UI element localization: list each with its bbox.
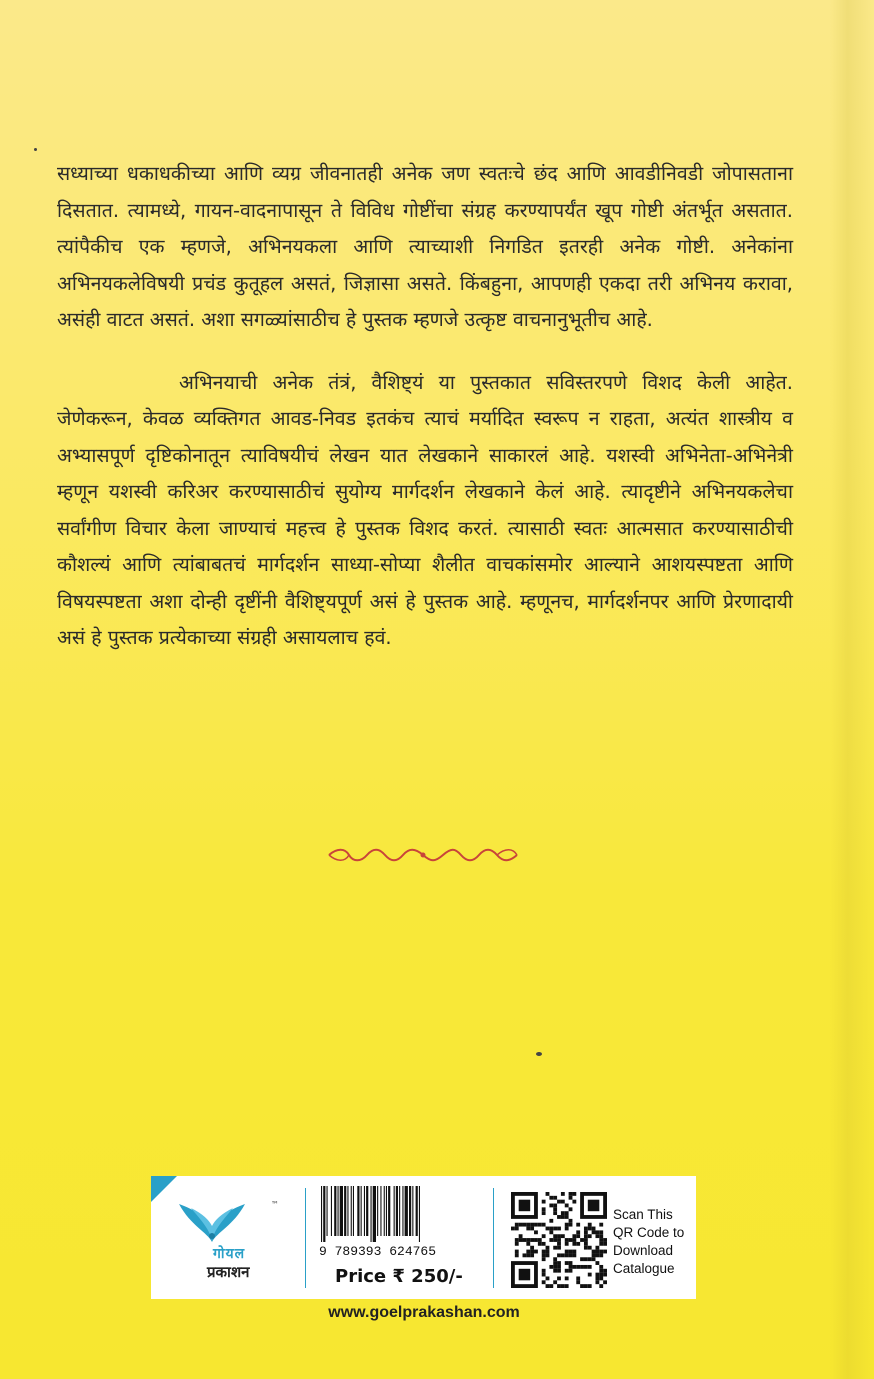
qr-module: [569, 1219, 573, 1223]
qr-module: [557, 1238, 561, 1242]
qr-module: [542, 1269, 546, 1273]
qr-module: [569, 1207, 573, 1211]
bird-wings-icon: [177, 1198, 247, 1244]
qr-module: [546, 1253, 550, 1257]
panel-divider: [493, 1188, 494, 1288]
qr-module: [595, 1280, 599, 1284]
qr-module: [588, 1234, 592, 1238]
qr-module: [599, 1238, 603, 1242]
qr-module: [572, 1200, 576, 1204]
qr-module: [572, 1192, 576, 1196]
qr-module: [557, 1234, 561, 1238]
qr-module: [515, 1223, 519, 1227]
qr-module: [592, 1250, 596, 1254]
qr-module: [565, 1211, 569, 1215]
qr-module: [572, 1242, 576, 1246]
barcode-bar: [344, 1186, 346, 1236]
qr-module: [546, 1250, 550, 1254]
qr-module: [561, 1234, 565, 1238]
qr-module: [549, 1265, 553, 1269]
qr-module: [592, 1253, 596, 1257]
qr-module: [538, 1223, 542, 1227]
qr-code[interactable]: [511, 1192, 607, 1288]
ornament-divider-icon: [327, 846, 519, 864]
qr-module: [549, 1230, 553, 1234]
barcode-bar: [351, 1186, 352, 1236]
qr-module: [546, 1227, 550, 1231]
qr-module: [569, 1250, 573, 1254]
qr-module: [534, 1250, 538, 1254]
qr-module: [553, 1265, 557, 1269]
qr-module: [530, 1246, 534, 1250]
qr-module: [580, 1238, 584, 1242]
qr-module: [588, 1284, 592, 1288]
qr-module: [542, 1207, 546, 1211]
qr-module: [553, 1196, 557, 1200]
barcode-bar: [380, 1186, 381, 1236]
qr-module: [557, 1253, 561, 1257]
blurb-paragraph-2: अभिनयाची अनेक तंत्रं, वैशिष्ट्यं या पुस्तकात सविस्तरपणे विशद केली आहेत. जेणेकरून, केवळ व्यक्तिगत आवड-निवड इतकंच त्याचं मर्यादित स्वरूप न राहता, अत्यंत शास्त्रीय व अभ्यासपूर्ण दृष्टिकोनातून त्याविषयीचं लेखन यात लेखकाने साकारलं आहे. यशस्वी अभिनेता-अभिनेत्री म्हणून यशस्वी करिअर करण्यासाठीचं सुयोग्य मार्गदर्शन लेखकाने केलं आहे. त्यादृष्टीने अभिनयकलेचा सर्वांगीण विचार केला जाण्याचं महत्त्व हे पुस्तक विशद करतं. त्यासाठी स्वतः आत्मसात करण्यासाठीची कौशल्यं आणि त्यांबाबतचं मार्गदर्शन साध्या-सोप्या शैलीत वाचकांसमोर आल्याने आशयस्पष्टता आणि विषयस्पष्टता अशा दोन्ही दृष्टींनी वैशिष्ट्यपूर्ण असं हे पुस्तक आहे. म्हणूनच, मार्गदर्शनपर आणि प्रेरणादायी असं हे पुस्तक प्रत्येकाच्या संग्रही असायलाच हवं.: [57, 370, 793, 649]
barcode-bar: [388, 1186, 390, 1236]
qr-module: [603, 1238, 607, 1242]
qr-module: [534, 1223, 538, 1227]
qr-module: [569, 1261, 573, 1265]
qr-module: [595, 1250, 599, 1254]
qr-module: [603, 1269, 607, 1273]
qr-module: [599, 1223, 603, 1227]
qr-module: [515, 1227, 519, 1231]
qr-module: [603, 1273, 607, 1277]
qr-module: [603, 1280, 607, 1284]
qr-module: [584, 1242, 588, 1246]
qr-module: [553, 1211, 557, 1215]
qr-module: [542, 1273, 546, 1277]
qr-module: [584, 1230, 588, 1234]
qr-module: [592, 1230, 596, 1234]
qr-module: [549, 1196, 553, 1200]
qr-module: [546, 1284, 550, 1288]
qr-module: [546, 1246, 550, 1250]
qr-module: [569, 1238, 573, 1242]
qr-module: [588, 1227, 592, 1231]
qr-module: [569, 1223, 573, 1227]
qr-module: [565, 1276, 569, 1280]
qr-module: [584, 1284, 588, 1288]
panel-divider: [305, 1188, 306, 1288]
qr-module: [542, 1223, 546, 1227]
qr-module: [584, 1227, 588, 1231]
qr-module: [553, 1257, 557, 1261]
barcode-bar: [338, 1186, 339, 1236]
qr-module: [557, 1242, 561, 1246]
barcode-bar: [384, 1186, 385, 1236]
barcode-bar: [323, 1186, 325, 1242]
qr-module: [565, 1253, 569, 1257]
barcode-bar: [373, 1186, 376, 1242]
qr-caption-line: Scan This: [613, 1207, 673, 1222]
qr-module: [599, 1234, 603, 1238]
back-cover-blurb: [57, 156, 793, 657]
qr-module: [549, 1219, 553, 1223]
qr-module: [565, 1227, 569, 1231]
qr-module: [580, 1284, 584, 1288]
qr-module: [561, 1215, 565, 1219]
trademark-symbol: ™: [271, 1200, 279, 1209]
qr-module: [523, 1223, 527, 1227]
qr-module: [588, 1257, 592, 1261]
qr-module: [576, 1230, 580, 1234]
qr-module: [599, 1242, 603, 1246]
qr-module: [584, 1238, 588, 1242]
barcode-panel: [151, 1176, 696, 1299]
barcode-bar: [340, 1186, 343, 1236]
qr-module: [599, 1253, 603, 1257]
qr-module: [599, 1276, 603, 1280]
qr-module: [576, 1242, 580, 1246]
qr-module: [599, 1269, 603, 1273]
qr-module: [569, 1253, 573, 1257]
qr-module: [549, 1204, 553, 1208]
barcode-bar: [327, 1186, 328, 1236]
qr-module: [530, 1238, 534, 1242]
publisher-website-link[interactable]: www.goelprakashan.com: [328, 1304, 520, 1321]
qr-module: [519, 1234, 523, 1238]
qr-module: [565, 1215, 569, 1219]
qr-module: [553, 1207, 557, 1211]
qr-module: [569, 1265, 573, 1269]
qr-module: [526, 1227, 530, 1231]
qr-module: [553, 1246, 557, 1250]
qr-module: [565, 1204, 569, 1208]
price-label: Price ₹ 250/-: [335, 1266, 463, 1287]
barcode-bar: [334, 1186, 336, 1236]
qr-module: [526, 1253, 530, 1257]
qr-module: [569, 1269, 573, 1273]
qr-module: [584, 1246, 588, 1250]
qr-module: [572, 1234, 576, 1238]
qr-module: [530, 1223, 534, 1227]
qr-module: [553, 1204, 557, 1208]
qr-module: [542, 1242, 546, 1246]
qr-module: [553, 1234, 557, 1238]
qr-module: [557, 1265, 561, 1269]
qr-module: [549, 1227, 553, 1231]
qr-module: [584, 1265, 588, 1269]
barcode-bar: [386, 1186, 387, 1236]
spine-shadow: [830, 0, 874, 1379]
qr-caption-line: QR Code to: [613, 1225, 685, 1240]
qr-module: [603, 1242, 607, 1246]
barcode-bar: [364, 1186, 365, 1236]
qr-caption: [613, 1206, 695, 1278]
barcode-bar: [419, 1186, 420, 1242]
qr-module: [561, 1192, 565, 1196]
barcode-bar: [409, 1186, 411, 1236]
qr-module: [580, 1257, 584, 1261]
qr-module: [515, 1250, 519, 1254]
qr-module: [542, 1257, 546, 1261]
qr-module: [565, 1284, 569, 1288]
qr-module: [530, 1227, 534, 1231]
qr-module: [557, 1276, 561, 1280]
barcode-bar: [371, 1186, 372, 1242]
barcode-bar: [366, 1186, 368, 1236]
qr-module: [515, 1238, 519, 1242]
barcode-bar: [361, 1186, 362, 1236]
qr-module: [561, 1253, 565, 1257]
qr-module: [546, 1276, 550, 1280]
barcode-bar: [357, 1186, 359, 1236]
qr-module: [523, 1253, 527, 1257]
qr-module: [542, 1234, 546, 1238]
qr-module: [549, 1284, 553, 1288]
qr-module: [553, 1269, 557, 1273]
qr-module: [534, 1238, 538, 1242]
qr-module: [542, 1250, 546, 1254]
qr-module: [530, 1250, 534, 1254]
qr-module: [557, 1215, 561, 1219]
qr-module: [599, 1273, 603, 1277]
barcode-bar: [402, 1186, 403, 1236]
qr-module: [526, 1223, 530, 1227]
publisher-logo: [173, 1198, 291, 1288]
qr-module: [519, 1223, 523, 1227]
qr-module: [572, 1250, 576, 1254]
qr-module: [557, 1261, 561, 1265]
qr-caption-line: Download: [613, 1243, 674, 1258]
qr-module: [576, 1223, 580, 1227]
qr-module: [576, 1280, 580, 1284]
qr-module: [588, 1200, 600, 1212]
barcode-bar: [396, 1186, 398, 1236]
qr-module: [592, 1257, 596, 1261]
qr-module: [515, 1242, 519, 1246]
qr-module: [595, 1234, 599, 1238]
qr-module: [576, 1265, 580, 1269]
qr-module: [588, 1246, 592, 1250]
qr-module: [519, 1269, 531, 1281]
qr-module: [549, 1238, 553, 1242]
qr-module: [557, 1227, 561, 1231]
qr-module: [557, 1246, 561, 1250]
qr-module: [538, 1238, 542, 1242]
qr-module: [595, 1253, 599, 1257]
qr-module: [595, 1276, 599, 1280]
qr-module: [534, 1230, 538, 1234]
qr-module: [599, 1284, 603, 1288]
qr-module: [565, 1238, 569, 1242]
qr-module: [561, 1200, 565, 1204]
qr-module: [557, 1269, 561, 1273]
barcode-bar: [321, 1186, 322, 1242]
barcode-bar: [405, 1186, 408, 1236]
isbn-barcode: [319, 1186, 473, 1242]
qr-module: [553, 1238, 557, 1242]
qr-module: [553, 1261, 557, 1265]
qr-module: [576, 1234, 580, 1238]
barcode-bar: [412, 1186, 413, 1236]
barcode-bar: [347, 1186, 348, 1236]
qr-module: [599, 1250, 603, 1254]
qr-module: [526, 1250, 530, 1254]
qr-module: [603, 1250, 607, 1254]
blurb-paragraph-1: सध्याच्या धकाधकीच्या आणि व्यग्र जीवनातही अनेक जण स्वतःचे छंद आणि आवडीनिवडी जोपासताना दिसतात. त्यामध्ये, गायन-वादनापासून ते विविध गोष्टींचा संग्रह करण्यापर्यंत खूप गोष्टी अंतर्भूत असतात. त्यांपैकीच एक म्हणजे, अभिनयकला आणि त्याच्याशी निगडित इतरही अनेक गोष्टी. अनेकांना अभिनयकलेविषयी प्रचंड कुतूहल असतं, जिज्ञासा असते. किंबहुना, आपणही एकदा तरी अभिनय करावा, असंही वाटत असतं. अशा सगळ्यांसाठीच हे पुस्तक म्हणजे उत्कृष्ट वाचनानुभूतीच आहे.: [57, 162, 793, 331]
qr-module: [565, 1223, 569, 1227]
qr-module: [584, 1234, 588, 1238]
qr-module: [542, 1200, 546, 1204]
qr-module: [592, 1227, 596, 1231]
qr-module: [538, 1242, 542, 1246]
qr-module: [572, 1253, 576, 1257]
print-speck: [34, 148, 37, 151]
qr-module: [599, 1265, 603, 1269]
qr-module: [561, 1284, 565, 1288]
qr-module: [519, 1238, 523, 1242]
print-speck: [536, 1052, 542, 1056]
qr-module: [565, 1250, 569, 1254]
qr-module: [523, 1238, 527, 1242]
qr-module: [546, 1192, 550, 1196]
qr-module: [569, 1196, 573, 1200]
qr-module: [569, 1192, 573, 1196]
qr-module: [557, 1200, 561, 1204]
qr-module: [542, 1280, 546, 1284]
qr-module: [588, 1273, 592, 1277]
qr-module: [515, 1253, 519, 1257]
isbn-digits: 9 789393 624765: [319, 1244, 437, 1259]
qr-module: [595, 1261, 599, 1265]
qr-module: [565, 1261, 569, 1265]
barcode-bar: [353, 1186, 354, 1236]
qr-module: [580, 1265, 584, 1269]
publisher-name-line1: गोयल: [213, 1246, 246, 1262]
barcode-bar: [331, 1186, 332, 1236]
qr-module: [565, 1269, 569, 1273]
qr-module: [595, 1230, 599, 1234]
qr-module: [526, 1242, 530, 1246]
qr-module: [584, 1257, 588, 1261]
qr-module: [526, 1238, 530, 1242]
barcode-bar: [399, 1186, 400, 1236]
qr-module: [572, 1265, 576, 1269]
qr-module: [599, 1230, 603, 1234]
publisher-name-line2: प्रकाशन: [207, 1263, 250, 1281]
qr-module: [565, 1242, 569, 1246]
qr-module: [519, 1200, 531, 1212]
qr-module: [588, 1265, 592, 1269]
qr-module: [553, 1227, 557, 1231]
qr-module: [572, 1238, 576, 1242]
barcode-bar: [394, 1186, 395, 1236]
qr-module: [553, 1280, 557, 1284]
qr-module: [511, 1227, 515, 1231]
qr-module: [557, 1284, 561, 1288]
qr-module: [530, 1253, 534, 1257]
barcode-bar: [377, 1186, 378, 1236]
qr-module: [588, 1223, 592, 1227]
qr-module: [542, 1211, 546, 1215]
barcode-bar: [416, 1186, 418, 1236]
qr-module: [561, 1211, 565, 1215]
qr-module: [595, 1273, 599, 1277]
qr-module: [542, 1253, 546, 1257]
qr-module: [576, 1276, 580, 1280]
qr-caption-line: Catalogue: [613, 1261, 675, 1276]
qr-module: [595, 1246, 599, 1250]
